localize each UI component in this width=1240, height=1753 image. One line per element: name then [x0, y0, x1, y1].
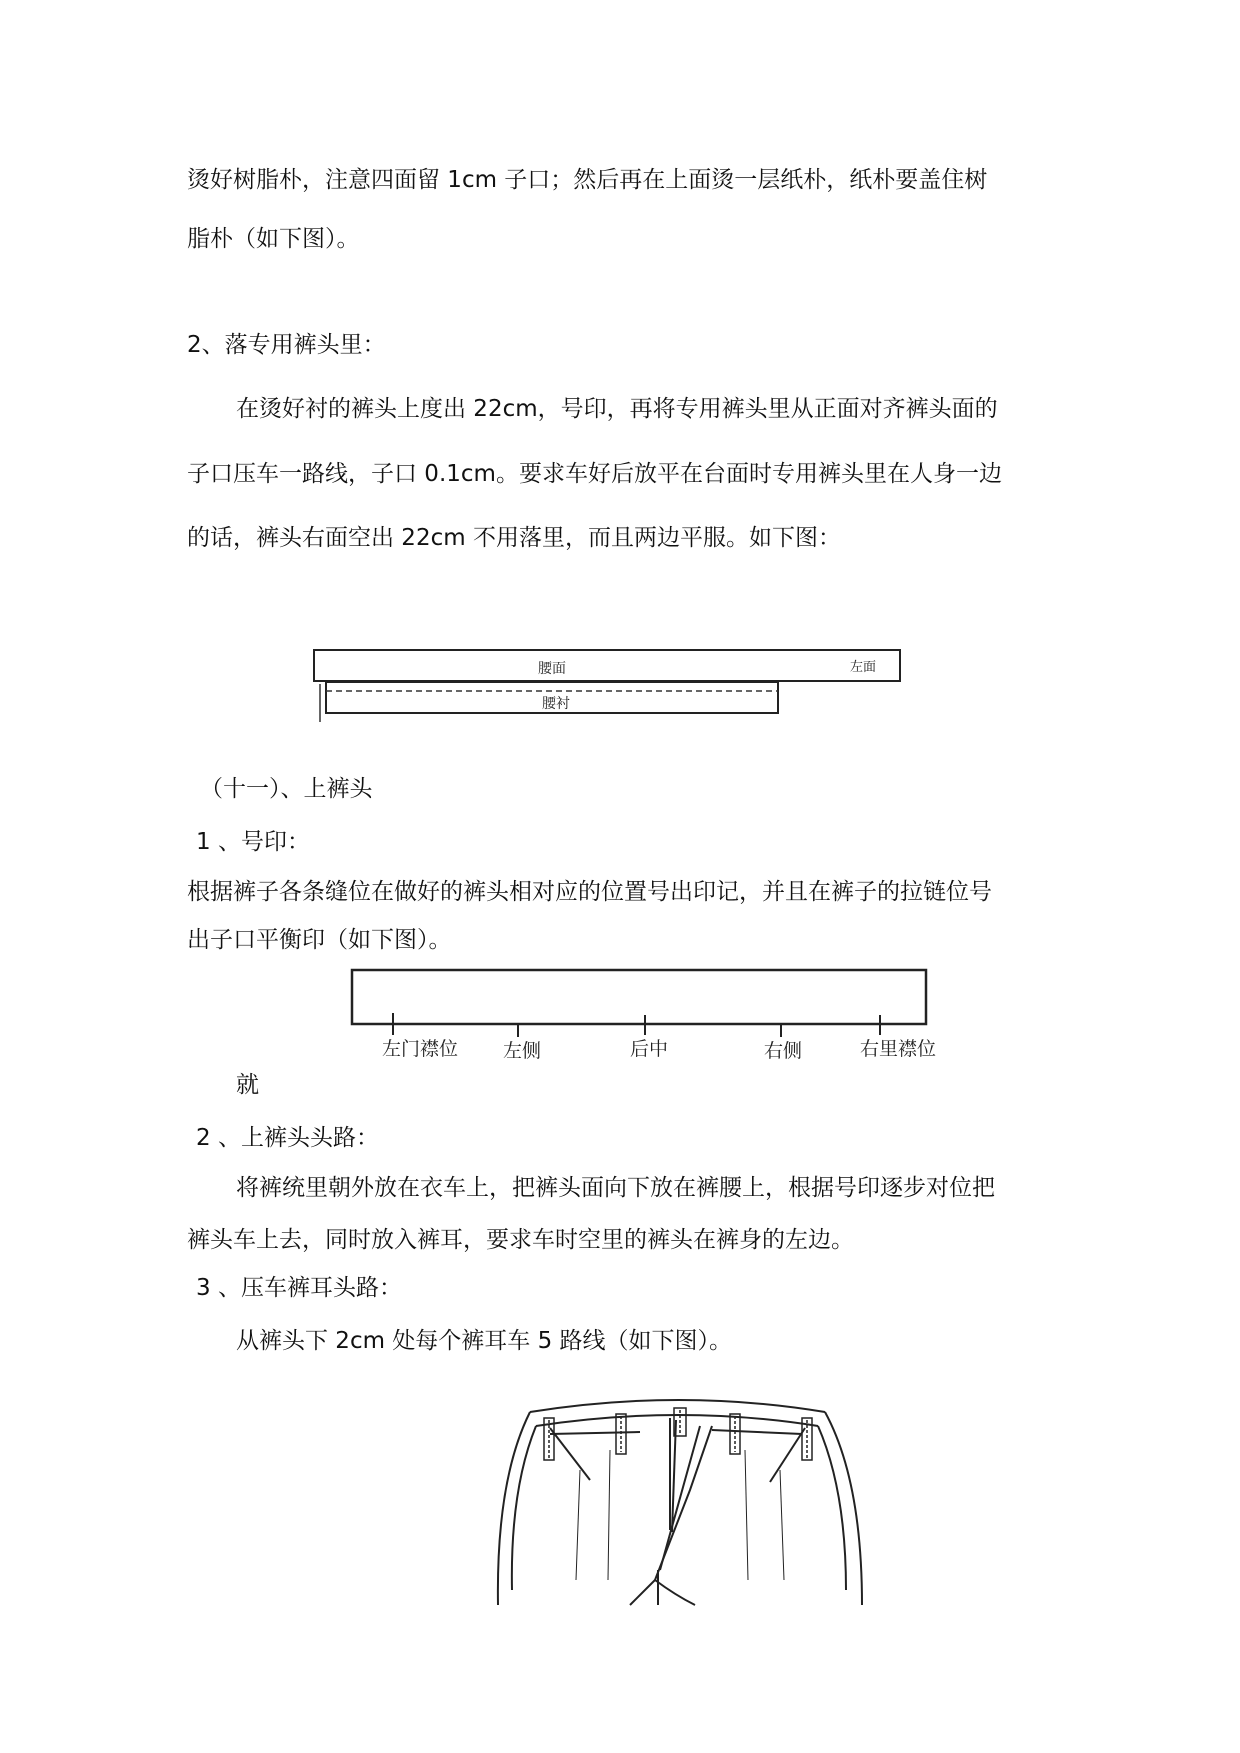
- section-2-para-line-2: 子口压车一路线，子口 0.1cm。要求车好后放平在台面时专用裤头里在人身一边: [187, 461, 1002, 487]
- trouser-beltloop-figure: [490, 1390, 870, 1610]
- item-1-heading: 1 、号印：: [196, 829, 310, 855]
- section-11-heading: （十一）、上裤头: [200, 776, 373, 802]
- stray-character: 就: [236, 1072, 259, 1098]
- waist-face-strip: [314, 650, 900, 681]
- left-face-label: 左面: [850, 660, 877, 675]
- intro-line-2: 脂朴（如下图）。: [187, 226, 360, 252]
- svg-text:左侧: 左侧: [503, 1040, 542, 1062]
- waist-lining-label: 腰衬: [542, 696, 570, 712]
- mark-center-back: [630, 1015, 668, 1060]
- mark-right-fly: [860, 1015, 936, 1060]
- section-2-para-line-1: 在烫好衬的裤头上度出 22cm，号印，再将专用裤头里从正面对齐裤头面的: [236, 396, 998, 422]
- svg-text:后中: 后中: [630, 1038, 669, 1060]
- svg-text:左门襟位: 左门襟位: [382, 1038, 459, 1060]
- item-2-line-1: 将裤统里朝外放在衣车上，把裤头面向下放在裤腰上，根据号印逐步对位把: [236, 1175, 995, 1201]
- waistband-marks-figure: [340, 965, 960, 1065]
- item-2-line-2: 裤头车上去，同时放入裤耳，要求车时空里的裤头在裤身的左边。: [187, 1227, 854, 1253]
- svg-text:右侧: 右侧: [764, 1040, 803, 1062]
- section-2-heading: 2、落专用裤头里：: [187, 332, 386, 358]
- waistband-strip: [352, 970, 926, 1024]
- belt-loop: [730, 1414, 740, 1454]
- item-3-heading: 3 、压车裤耳头路：: [196, 1275, 402, 1301]
- waist-face-label: 腰面: [538, 661, 566, 677]
- item-1-line-1: 根据裤子各条缝位在做好的裤头相对应的位置号出印记，并且在裤子的拉链位号: [187, 879, 992, 905]
- item-2-heading: 2 、上裤头头路：: [196, 1125, 379, 1151]
- intro-line-1: 烫好树脂朴，注意四面留 1cm 子口；然后再在上面烫一层纸朴，纸朴要盖住树: [187, 167, 988, 193]
- belt-loop: [616, 1414, 626, 1454]
- waistband-lining-figure: [310, 640, 910, 730]
- section-2-para-line-3: 的话，裤头右面空出 22cm 不用落里，而且两边平服。如下图：: [187, 525, 841, 551]
- mark-right-side: [764, 1025, 802, 1062]
- item-3-line-1: 从裤头下 2cm 处每个裤耳车 5 路线（如下图）。: [236, 1328, 733, 1354]
- mark-left-side: [503, 1025, 541, 1062]
- svg-text:右里襟位: 右里襟位: [860, 1038, 937, 1060]
- mark-left-fly: [382, 1013, 458, 1060]
- item-1-line-2: 出子口平衡印（如下图）。: [187, 927, 452, 953]
